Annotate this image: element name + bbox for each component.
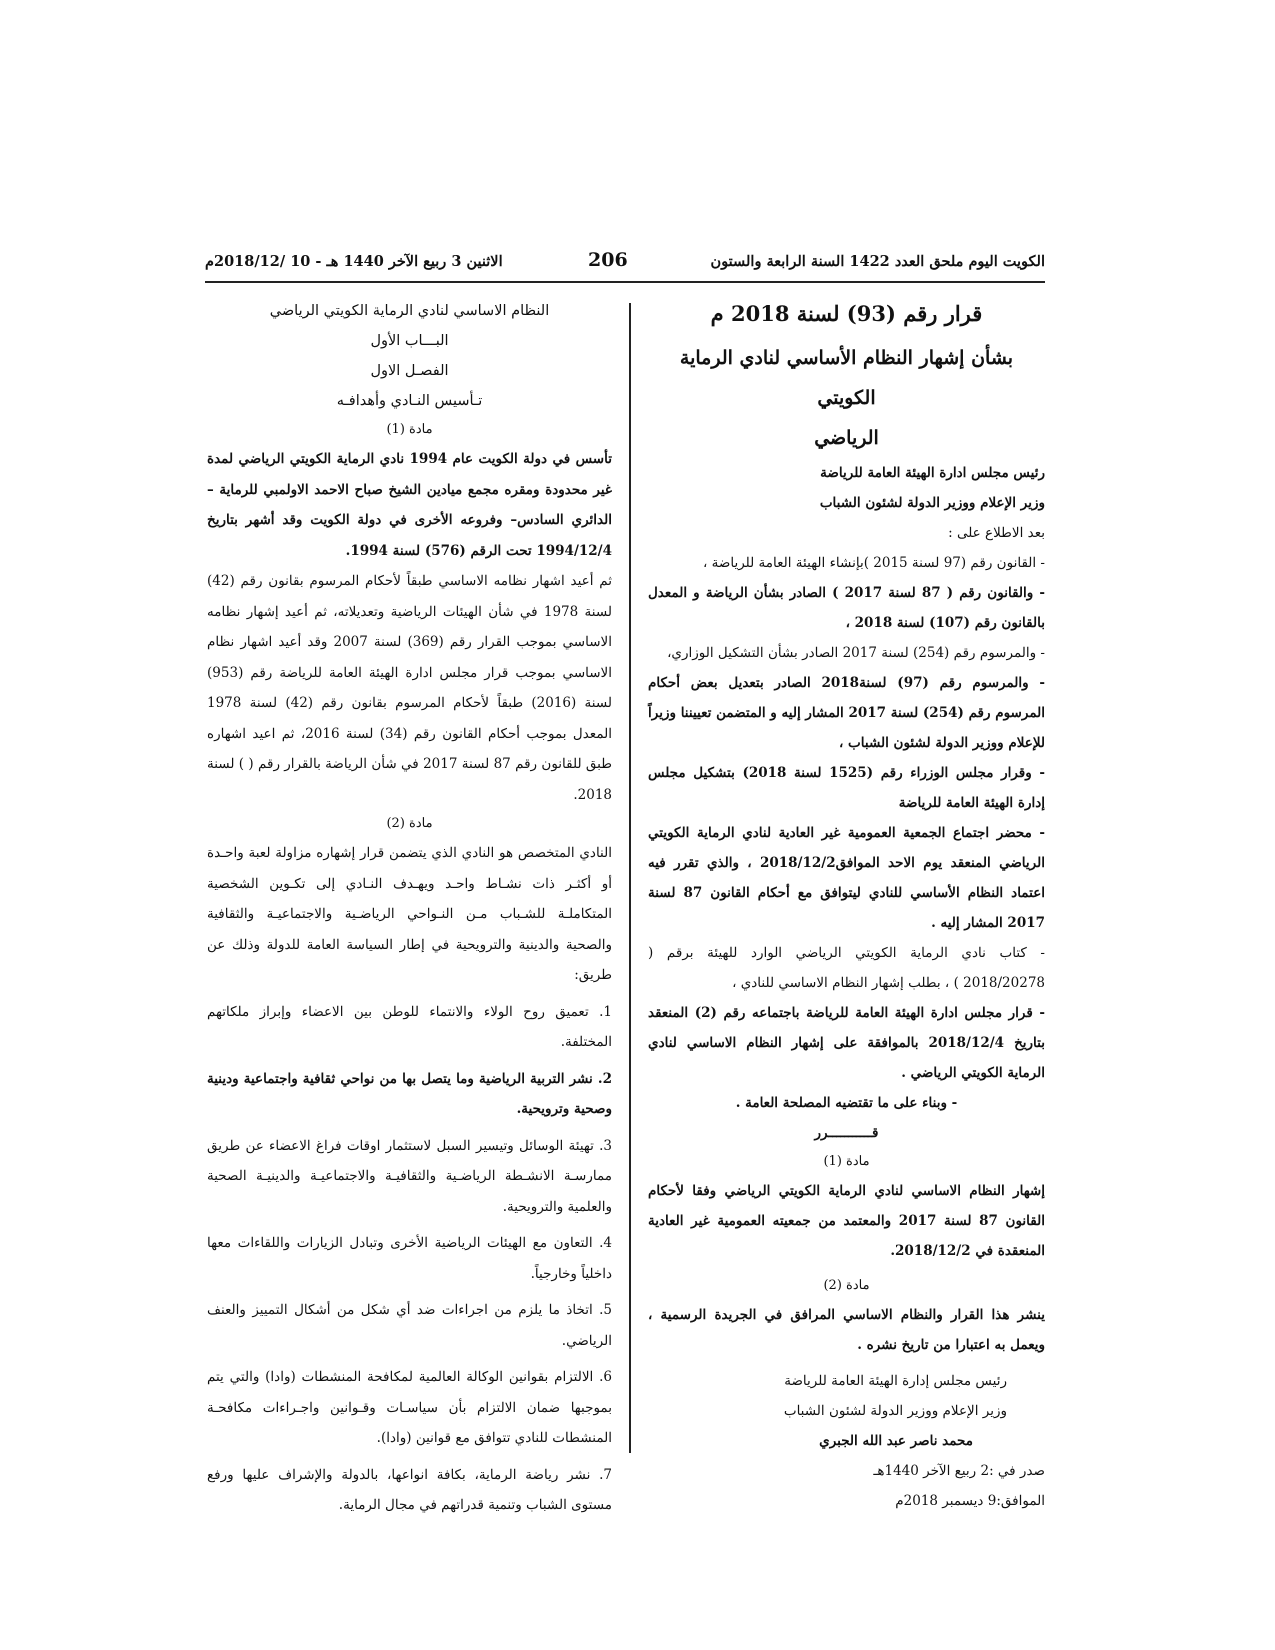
decision-subtitle-cont: الرياضي <box>814 427 879 449</box>
article-heading: مادة (2) <box>386 816 433 831</box>
preamble-item: - والمرسوم رقم (97) لسنة2018 الصادر بتعديل بعض أحكام المرسوم رقم (254) لسنة 2017 المشار إليه و المتضمن تعييننا وزيراً للإعلام ووزير الدولة لشئون الشباب ، <box>648 675 1045 751</box>
decided-heading: قـــــــــــرر <box>814 1125 879 1141</box>
decision-subtitle: بشأن إشهار النظام الأساسي لنادي الرماية الكويتي <box>679 347 1014 409</box>
preamble-item: - القانون رقم (97 لسنة 2015 )بإنشاء الهيئة العامة للرياضة ، <box>703 555 1045 571</box>
goal-item: 7. نشر رياضة الرماية، بكافة انواعها، بالدولة والإشراف عليها ورفع مستوى الشباب وتنمية قدراتهم في مجال الرماية. <box>207 1466 612 1513</box>
article-text: ينشر هذا القرار والنظام الاساسي المرافق في الجريدة الرسمية ، ويعمل به اعتبارا من تاريخ نشره . <box>648 1307 1045 1353</box>
goal-item: 2. نشر التربية الرياضية وما يتصل بها من نواحي ثقافية واجتماعية ودينية وصحية وترويحية. <box>207 1070 612 1117</box>
preamble-item: - والمرسوم رقم (254) لسنة 2017 الصادر بشأن التشكيل الوزاري، <box>667 645 1045 661</box>
decision-column <box>648 296 1045 1516</box>
article-text: إشهار النظام الاساسي لنادي الرماية الكويتي الرياضي وفقا لأحكام القانون 87 لسنة 2017 والمعتمد من جمعيته العمومية غير العادية المنعقدة في 2018/12/2. <box>648 1183 1045 1259</box>
goal-item: 5. اتخاذ ما يلزم من اجراءات ضد أي شكل من أشكال التمييز والعنف الرياضي. <box>207 1302 612 1349</box>
page-header <box>205 247 1045 283</box>
decision-title: قرار رقم (93) لسنة 2018 م <box>710 301 983 326</box>
goal-item: 3. تهيئة الوسائل وتيسير السبل لاستثمار اوقات فراغ الاعضاء عن طريق ممارسـة الانشـطة الرياضـية والثقافيـة والاجتماعيـة والدينيـة الصحية والعلمية والترويحية. <box>207 1137 612 1215</box>
preamble-item: - محضر اجتماع الجمعية العمومية غير العادية لنادي الرماية الكويتي الرياضي المنعقد يوم الاحد الموافق2018/12/2 ، والذي تقرر فيه اعتماد النظام الأساسي للنادي ليتوافق مع أحكام القانون 87 لسنة 2017 المشار إليه . <box>648 825 1045 931</box>
section-title: تـأسيس النـادي وأهدافـه <box>336 393 483 409</box>
gazette-title: الكويت اليوم ملحق العدد 1422 السنة الرابعة والستون <box>710 253 1045 270</box>
preamble-item: - وقرار مجلس الوزراء رقم (1525 لسنة 2018) بتشكيل مجلس إدارة الهيئة العامة للرياضة <box>648 765 1045 811</box>
goal-item: 4. التعاون مع الهيئات الرياضية الأخرى وتبادل الزيارات واللقاءات معها داخلياً وخارجياً. <box>207 1235 612 1282</box>
preamble-item: - كتاب نادي الرماية الكويتي الرياضي الوارد للهيئة برقم ( 2018/20278 ) ، بطلب إشهار النظام الاساسي للنادي ، <box>648 945 1045 991</box>
article-heading: مادة (1) <box>386 422 433 437</box>
article-text: ثم أعيد اشهار نظامه الاساسي طبقاً لأحكام المرسوم بقانون رقم (42) لسنة 1978 في شأن الهيئات الرياضية وتعديلاته، ثم أعيد إشهار نظامه الاساسي بموجب القرار رقم (369) لسنة 2007 وقد أعيد اشهار نظام الاساسي بموجب قرار مجلس ادارة الهيئة العامة للرياضة رقم (953) لسنة (2016) طبقاً لأحكام المرسوم بقانون رقم (42) لسنة 1978 المعدل بموجب أحكام القانون رقم (34) لسنة 2016، ثم اعيد اشهاره طبق للقانون رقم 87 لسنة 2017 في شأن الرياضة بالقرار رقم ( ) لسنة 2018. <box>207 573 613 803</box>
section-heading: الفصـل الاول <box>370 363 449 379</box>
article-text: النادي المتخصص هو النادي الذي يتضمن قرار إشهاره مزاولة لعبة واحـدة أو أكثـر ذات نشـاط واحـد ويهـدف النـادي إلى تكـوين الشخصية المتكاملـة للشـباب مـن النـواحي الرياضـية والاجتماعيـة والثقافية والصحية والدينية والترويحية في إطار السياسة العامة للدولة وذلك عن طريق: <box>207 845 612 983</box>
signatory-name: محمد ناصر عبد الله الجبري <box>819 1433 973 1449</box>
goal-item: 6. الالتزام بقوانين الوكالة العالمية لمكافحة المنشطات (وادا) والتي يتم بموجبها ضمان الالتزام بأن سياسـات وقـوانين واجـراءات مكافحـة المنشطات للنادي تتوافق مع قوانين (وادا). <box>207 1369 612 1446</box>
issuer-line-2: وزير الإعلام ووزير الدولة لشئون الشباب <box>819 495 1045 511</box>
article-heading: مادة (1) <box>823 1154 870 1169</box>
page-number: 206 <box>588 249 628 271</box>
preamble-item: - والقانون رقم ( 87 لسنة 2017 ) الصادر بشأن الرياضة و المعدل بالقانون رقم (107) لسنة 2018 ، <box>648 585 1045 631</box>
issued-gregorian: الموافق:9 ديسمبر 2018م <box>895 1493 1045 1509</box>
chapter-heading: البـــاب الأول <box>370 333 449 349</box>
column-divider <box>629 303 631 1453</box>
signatory-title: رئيس مجلس إدارة الهيئة العامة للرياضة <box>784 1373 1007 1389</box>
issuer-line-1: رئيس مجلس ادارة الهيئة العامة للرياضة <box>820 465 1045 481</box>
statute-heading: النظام الاساسي لنادي الرماية الكويتي الرياضي <box>269 303 550 319</box>
preamble-item: - وبناء على ما تقتضيه المصلحة العامة . <box>735 1095 958 1111</box>
signatory-title: وزير الإعلام ووزير الدولة لشئون الشباب <box>783 1403 1007 1419</box>
statute-column <box>207 296 612 1521</box>
issued-hijri: صدر في :2 ربيع الآخر 1440هـ <box>873 1463 1045 1479</box>
article-heading: مادة (2) <box>823 1278 870 1293</box>
goal-item: 1. تعميق روح الولاء والانتماء للوطن بين الاعضاء وإبراز ملكاتهم المختلفة. <box>207 1003 612 1050</box>
after-review: بعد الاطلاع على : <box>948 525 1045 541</box>
preamble-item: - قرار مجلس ادارة الهيئة العامة للرياضة باجتماعه رقم (2) المنعقد بتاريخ 2018/12/4 بالموافقة على إشهار النظام الاساسي لنادي الرماية الكويتي الرياضي . <box>648 1005 1045 1081</box>
article-text: تأسس في دولة الكويت عام 1994 نادي الرماية الكويتي الرياضي لمدة غير محدودة ومقره مجمع ميادين الشيخ صباح الاحمد الاولمبي للرماية – الدائري السادس– وفروعه الأخرى في دولة الكويت وقد أشهر بتاريخ 1994/12/4 تحت الرقم (576) لسنة 1994. <box>207 451 612 559</box>
issue-date: الاثنين 3 ربيع الآخر 1440 هـ - 10 /2018/12م <box>205 253 503 270</box>
